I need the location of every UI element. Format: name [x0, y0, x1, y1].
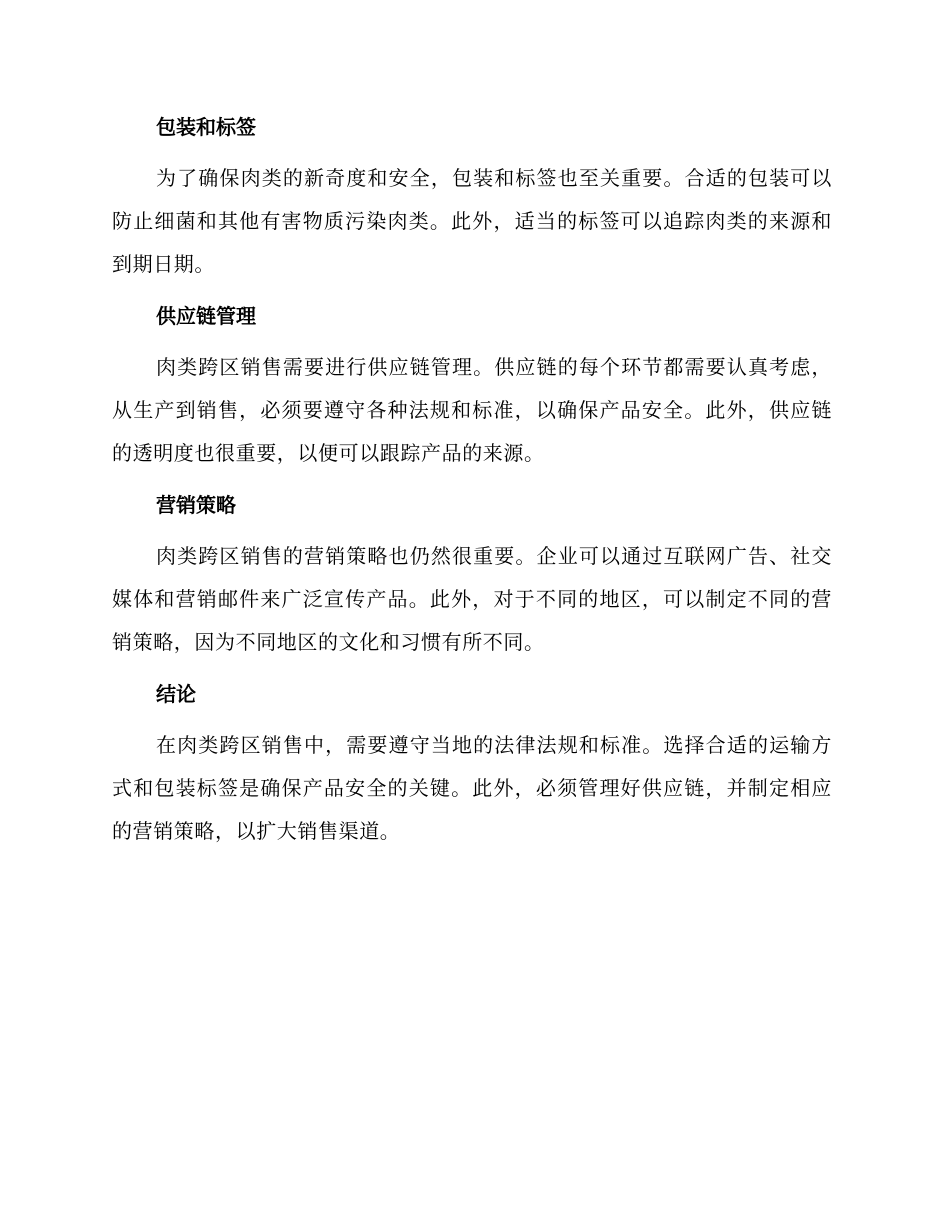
section-supply-chain [112, 297, 832, 475]
section-packaging-labels [112, 108, 832, 286]
section-heading: 营销策略 [156, 493, 236, 517]
section-heading: 包装和标签 [156, 115, 256, 139]
section-marketing-strategy [112, 486, 832, 664]
section-paragraph: 肉类跨区销售的营销策略也仍然很重要。企业可以通过互联网广告、社交媒体和营销邮件来广泛宣传产品。此外，对于不同的地区，可以制定不同的营销策略，因为不同地区的文化和习惯有所不同。 [112, 544, 832, 654]
section-heading: 结论 [156, 682, 196, 706]
section-paragraph: 为了确保肉类的新奇度和安全，包装和标签也至关重要。合适的包装可以防止细菌和其他有害物质污染肉类。此外，适当的标签可以追踪肉类的来源和到期日期。 [112, 166, 832, 276]
section-paragraph: 在肉类跨区销售中，需要遵守当地的法律法规和标准。选择合适的运输方式和包装标签是确保产品安全的关键。此外，必须管理好供应链，并制定相应的营销策略，以扩大销售渠道。 [112, 733, 832, 843]
section-paragraph: 肉类跨区销售需要进行供应链管理。供应链的每个环节都需要认真考虑，从生产到销售，必须要遵守各种法规和标准，以确保产品安全。此外，供应链的透明度也很重要，以便可以跟踪产品的来源。 [112, 355, 832, 465]
document-page [112, 108, 832, 864]
section-conclusion [112, 675, 832, 853]
section-heading: 供应链管理 [156, 304, 256, 328]
